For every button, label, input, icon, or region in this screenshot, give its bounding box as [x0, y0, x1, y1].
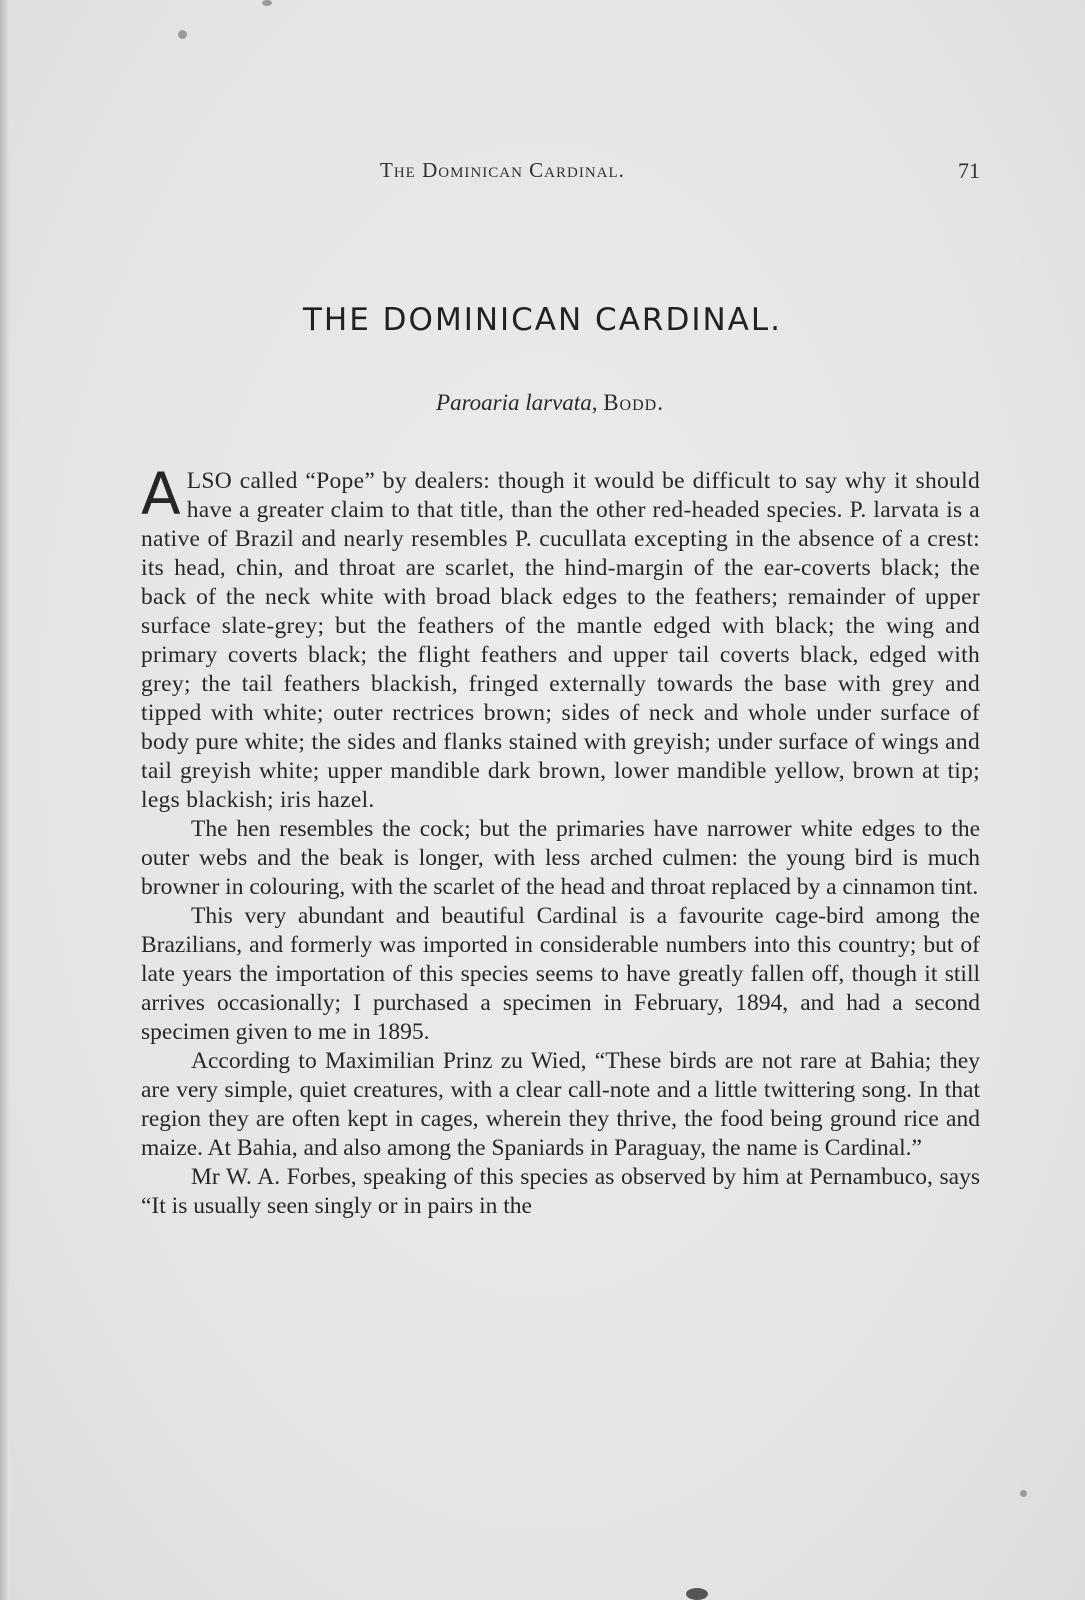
drop-cap: A [141, 460, 181, 528]
paragraph-text: LSO called “Pope” by dealers: though it would be difficult to say why it should have a greater claim to that title, than the other red-headed species. P. larvata is a native of Brazil and nearly resembles P. cucullata excepting in the absence of a crest: its head, chin, and throat are scarlet, the hind-margin of the ear-coverts black; the back of the neck white with broad black edges to the feathers; remainder of upper surface slate-grey; but the feathers of the mantle edged with black; the wing and primary coverts black; the flight feathers and upper tail coverts black, edged with grey; the tail feathers blackish, fringed externally towards the base with grey and tipped with white; outer rectrices brown; sides of neck and whole under surface of body pure white; the sides and flanks stained with greyish; under surface of wings and tail greyish white; upper mandible dark brown, lower mandible yellow, brown at tip; legs blackish; iris hazel. [141, 468, 980, 813]
species-subtitle [0, 390, 1085, 416]
page-number: 71 [958, 158, 980, 183]
chapter-title: THE DOMINICAN CARDINAL. [302, 302, 782, 338]
paragraph-1 [141, 460, 980, 815]
paper-speck [178, 30, 187, 39]
paper-speck [1020, 1490, 1027, 1497]
body-text [141, 460, 980, 1221]
page-spine-shadow [0, 0, 10, 1600]
species-name: Paroaria larvata, [436, 390, 598, 415]
paragraph-5: Mr W. A. Forbes, speaking of this species as observed by him at Pernambuco, says “It is usually seen singly or in pairs in the [141, 1164, 980, 1219]
paragraph-2: The hen resembles the cock; but the primaries have narrower white edges to the outer webs and the beak is longer, with less arched culmen: the young bird is much browner in colouring, with the scarlet of the head and throat replaced by a cinnamon tint. [141, 816, 980, 900]
species-author: Bodd. [603, 390, 664, 415]
paper-speck [262, 0, 272, 6]
paragraph-3: This very abundant and beautiful Cardinal is a favourite cage-bird among the Brazilians, and formerly was imported in considerable numbers into this country; but of late years the importation of this species seems to have greatly fallen off, though it still arrives occasionally; I purchased a specimen in February, 1894, and had a second specimen given to me in 1895. [141, 903, 980, 1045]
running-head: The Dominican Cardinal. [380, 158, 625, 182]
page-header [140, 158, 980, 188]
paper-speck [686, 1588, 708, 1600]
paragraph-4: According to Maximilian Prinz zu Wied, “These birds are not rare at Bahia; they are very simple, quiet creatures, with a clear call-note and a little twittering song. In that region they are often kept in cages, wherein they thrive, the food being ground rice and maize. At Bahia, and also among the Spaniards in Paraguay, the name is Cardinal.” [141, 1048, 980, 1161]
